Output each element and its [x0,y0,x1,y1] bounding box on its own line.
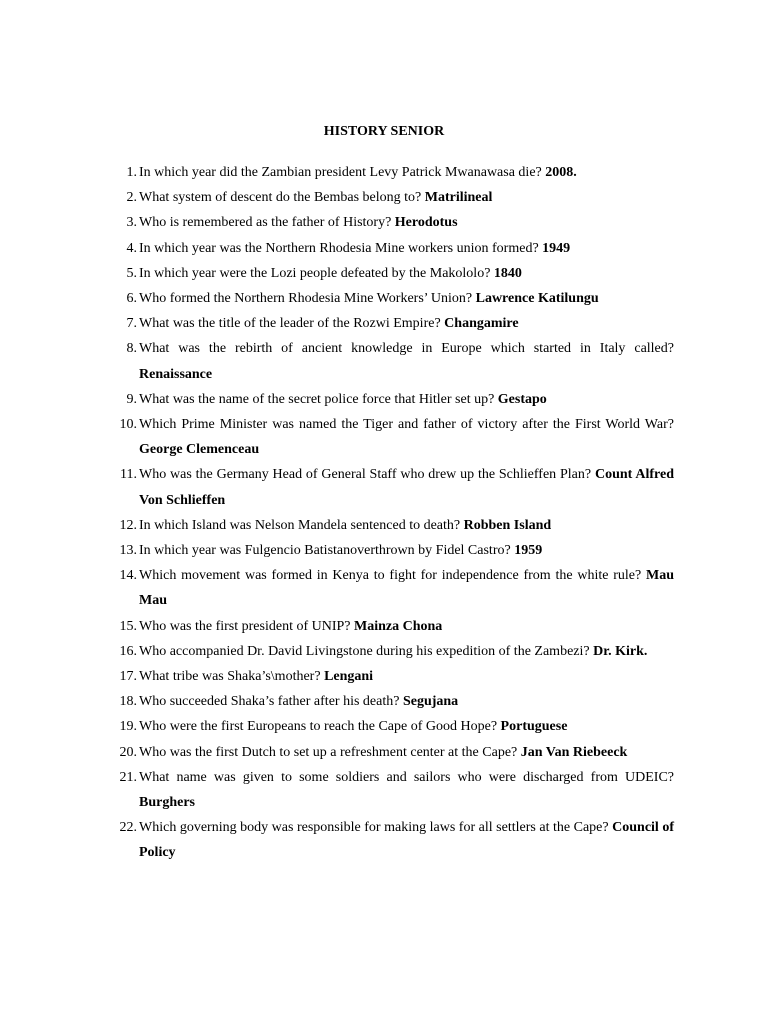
answer-text: 1949 [542,240,571,256]
item-number: 5. [126,265,137,281]
question-text: In which year was the Northern Rhodesia Mine workers union formed? [139,240,539,256]
list-item [126,336,674,386]
item-number: 14. [119,568,137,584]
list-item [119,664,674,689]
question-text: Who formed the Northern Rhodesia Mine Workers’ Union? [139,291,473,307]
answer-text: Jan Van Riebeeck [520,744,628,760]
list-item [119,563,674,613]
item-number: 20. [119,744,137,760]
answer-text: Robben Island [463,517,552,533]
answer-text: Mau Mau [139,568,674,609]
list-item [126,286,674,311]
answer-text: Renaissance [139,366,213,382]
question-text: Which governing body was responsible for making laws for all settlers at the Cape? [139,820,609,836]
item-number: 4. [126,240,137,256]
answer-text: Council of Policy [139,820,675,861]
question-text: Who succeeded Shaka’s father after his death? [139,694,400,710]
item-number: 9. [126,391,137,407]
item-number: 12. [119,517,137,533]
question-text: Which Prime Minister was named the Tiger and father of victory after the First World War? [139,417,674,433]
list-item [119,614,674,639]
answer-text: 1959 [514,543,543,559]
item-number: 6. [126,291,137,307]
list-item [126,210,674,235]
item-number: 16. [119,643,137,659]
answer-text: Dr. Kirk. [593,643,648,659]
list-item [126,311,674,336]
item-number: 2. [126,190,137,206]
item-number: 17. [119,669,137,685]
answer-text: Herodotus [394,215,458,231]
question-text: What was the title of the leader of the Rozwi Empire? [139,316,441,332]
item-number: 1. [126,165,137,180]
list-item [119,639,674,664]
question-text: In which year did the Zambian president Levy Patrick Mwanawasa die? [139,165,542,180]
question-text: What tribe was Shaka’s\mother? [139,669,321,685]
answer-text: Lengani [324,669,374,685]
list-item [126,160,674,185]
question-text: What was the name of the secret police force that Hitler set up? [139,391,495,407]
answer-text: Mainza Chona [354,618,443,634]
question-text: What name was given to some soldiers and sailors who were discharged from UDEIC? [139,769,674,785]
question-text: What was the rebirth of ancient knowledge in Europe which started in Italy called? [139,341,674,357]
list-item [119,765,674,815]
list-item [119,714,674,739]
answer-text: Count Alfred Von Schlieffen [139,467,675,508]
list-item [119,513,674,538]
answer-text: George Clemenceau [139,442,260,458]
item-number: 22. [119,820,137,836]
list-item [119,815,675,865]
question-text: In which Island was Nelson Mandela sentenced to death? [139,517,461,533]
list-item [119,689,674,714]
list-item [119,412,674,462]
question-text: What system of descent do the Bembas belong to? [139,190,422,206]
item-number: 18. [119,694,137,710]
item-number: 3. [126,215,137,231]
item-number: 19. [119,719,137,735]
question-text: Who were the first Europeans to reach the Cape of Good Hope? [139,719,498,735]
item-number: 11. [120,467,137,483]
question-text: Who is remembered as the father of History? [139,215,392,231]
list-item [126,236,674,261]
question-text: Who accompanied Dr. David Livingstone during his expedition of the Zambezi? [139,643,590,659]
list-item [120,462,675,512]
list-item [126,185,674,210]
question-text: In which year was Fulgencio Batistanoverthrown by Fidel Castro? [139,543,511,559]
item-number: 13. [119,543,137,559]
item-number: 10. [119,417,137,433]
answer-text: Lawrence Katilungu [475,291,599,307]
answer-text: Burghers [139,795,195,811]
question-text: Which movement was formed in Kenya to fight for independence from the white rule? [139,568,642,584]
answer-text: 1840 [493,265,522,281]
item-number: 21. [119,769,137,785]
question-text: Who was the first president of UNIP? [139,618,351,634]
answer-text: Portuguese [500,719,568,735]
list-item [119,538,674,563]
answer-text: Segujana [402,694,459,710]
item-number: 8. [126,341,137,357]
list-item [119,740,674,765]
question-text: Who was the first Dutch to set up a refreshment center at the Cape? [139,744,518,760]
list-item [126,387,674,412]
answer-text: Gestapo [497,391,547,407]
item-number: 7. [126,316,137,332]
answer-text: 2008. [545,165,577,180]
page-title: HISTORY SENIOR [323,124,445,139]
answer-text: Changamire [444,316,519,332]
item-number: 15. [119,618,137,634]
answer-text: Matrilineal [424,190,493,206]
list-item [126,261,674,286]
question-text: Who was the Germany Head of General Staff who drew up the Schlieffen Plan? [139,467,592,483]
question-text: In which year were the Lozi people defeated by the Makololo? [139,265,491,281]
question-list [0,160,674,866]
